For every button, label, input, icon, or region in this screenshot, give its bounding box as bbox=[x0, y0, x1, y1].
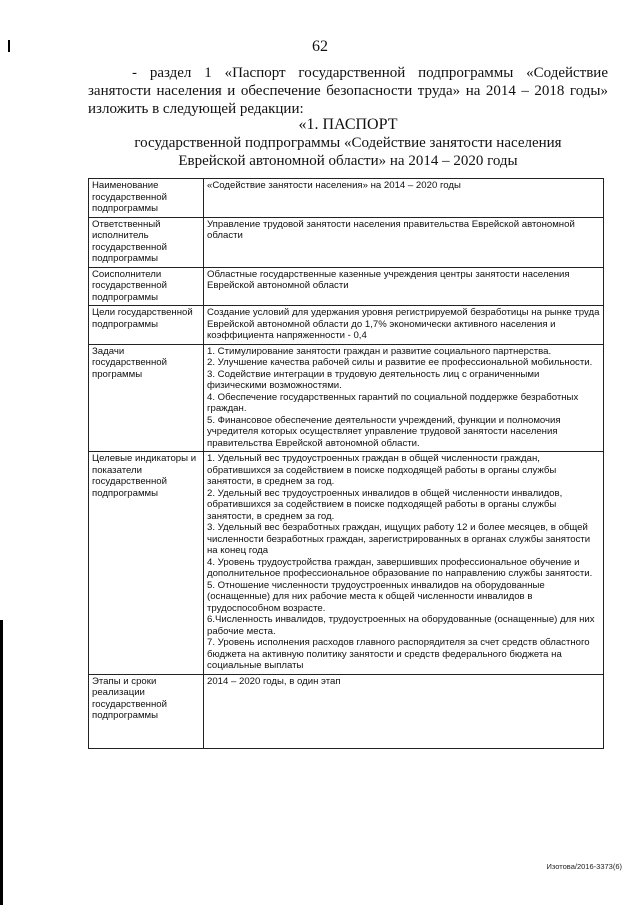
passport-title-line1: «1. ПАСПОРТ bbox=[298, 116, 398, 133]
intro-paragraph bbox=[88, 64, 608, 118]
row-coexecutors-label: Соисполнители государственной подпрограммы bbox=[89, 267, 204, 306]
passport-table bbox=[88, 178, 604, 749]
indicator-item: 6.Численность инвалидов, трудоустроенных на оборудованные (оснащенные) для них рабочие места. bbox=[207, 614, 595, 637]
row-name bbox=[89, 179, 604, 218]
row-tasks-label: Задачи государственной программы bbox=[89, 344, 204, 452]
intro-text: - раздел 1 «Паспорт государственной подпрограммы «Содействие занятости населения и обеспечение безопасности труда» на 2014 – 2018 годы» изложить в следующей редакции: bbox=[88, 65, 608, 117]
row-coexecutors bbox=[89, 267, 604, 306]
indicator-item: 3. Удельный вес безработных граждан, ищущих работу 12 и более месяцев, в общей численности безработных граждан, зарегистрированных в органах службы занятости на конец года bbox=[207, 522, 591, 556]
row-name-value: «Содействие занятости населения» на 2014 – 2020 годы bbox=[204, 179, 604, 218]
row-tasks bbox=[89, 344, 604, 452]
row-stages-value: 2014 – 2020 годы, в один этап bbox=[204, 674, 604, 748]
scan-margin-mark-bottom bbox=[0, 620, 3, 905]
indicator-item: 2. Удельный вес трудоустроенных инвалидов в общей численности инвалидов, обратившихся за содействием в поиске подходящей работы в органы службы занятости, в среднем за год. bbox=[207, 487, 563, 522]
row-indicators-value bbox=[204, 452, 604, 675]
task-item: 5. Финансовое обеспечение деятельности учреждений, функции и полномочия учредителя которых осуществляет управление трудовой занятости населения правительства Еврейской автономной области. bbox=[207, 414, 561, 449]
row-indicators bbox=[89, 452, 604, 675]
passport-title-line3: Еврейской автономной области» на 2014 – 2020 годы bbox=[178, 153, 518, 169]
document-code: Изотова/2016-3373(6) bbox=[546, 862, 622, 871]
row-indicators-label: Целевые индикаторы и показатели государственной подпрограммы bbox=[89, 452, 204, 675]
row-coexecutors-value: Областные государственные казенные учреждения центры занятости населения Еврейской автономной области bbox=[204, 267, 604, 306]
passport-title-line2: государственной подпрограммы «Содействие занятости населения bbox=[134, 135, 562, 151]
row-stages bbox=[89, 674, 604, 748]
task-item: 4. Обеспечение государственных гарантий по социальной поддержке безработных граждан. bbox=[207, 391, 579, 414]
row-goals-label: Цели государственной подпрограммы bbox=[89, 306, 204, 345]
row-executor-value: Управление трудовой занятости населения правительства Еврейской автономной области bbox=[204, 217, 604, 267]
row-goals bbox=[89, 306, 604, 345]
task-item: 1. Стимулирование занятости граждан и развитие социального партнерства. bbox=[207, 345, 552, 357]
row-tasks-value bbox=[204, 344, 604, 452]
task-item: 2. Улучшение качества рабочей силы и развитие ее профессиональной мобильности. bbox=[207, 357, 593, 368]
row-executor bbox=[89, 217, 604, 267]
row-name-label: Наименование государственной подпрограммы bbox=[89, 179, 204, 218]
indicator-item: 4. Уровень трудоустройства граждан, завершивших профессиональное обучение и дополнительное профессиональное образование по направлению службы занятости. bbox=[207, 556, 593, 579]
row-goals-value: Создание условий для удержания уровня регистрируемой безработицы на рынке труда Еврейской автономной области до 1,7% экономически активного населения и коэффициента напряженности - 0,4 bbox=[204, 306, 604, 345]
indicator-item: 1. Удельный вес трудоустроенных граждан в общей численности граждан, обратившихся за содействием в поиске подходящей работы в органы службы занятости, в среднем за год. bbox=[207, 453, 557, 487]
row-executor-label: Ответственный исполнитель государственной подпрограммы bbox=[89, 217, 204, 267]
task-item: 3. Содействие интеграции в трудовую деятельность лиц с ограниченными физическими возможностями. bbox=[207, 368, 540, 391]
indicator-item: 7. Уровень исполнения расходов главного распорядителя за счет средств областного бюджета на активную политику занятости и средств федерального бюджета на социальные выплаты bbox=[207, 637, 590, 671]
row-stages-label: Этапы и сроки реализации государственной подпрограммы bbox=[89, 674, 204, 748]
page-number: 62 bbox=[312, 38, 328, 55]
indicator-item: 5. Отношение численности трудоустроенных инвалидов на оборудованные (оснащенные) для них рабочие места к общей численности инвалидов в трудоспособном возрасте. bbox=[207, 579, 545, 614]
passport-title bbox=[88, 116, 608, 170]
